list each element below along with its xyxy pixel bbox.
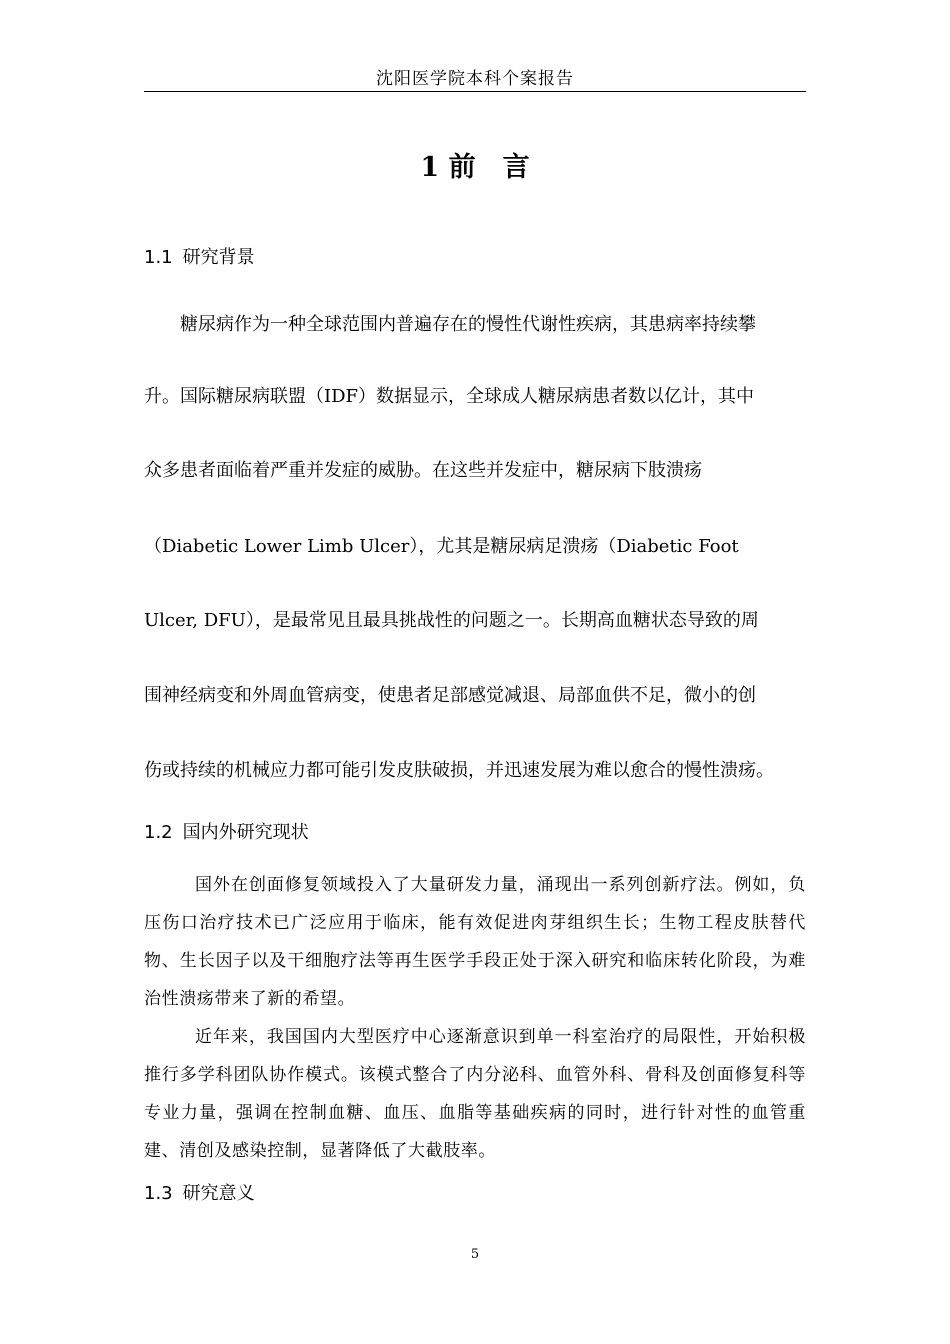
page-header: 沈阳医学院本科个案报告 <box>144 67 806 92</box>
background-line-5: Ulcer, DFU），是最常见且最具挑战性的问题之一。长期高血糖状态导致的周 <box>144 610 759 631</box>
section-heading-1-1 <box>144 245 255 271</box>
section-heading-1-2 <box>144 820 309 846</box>
background-line-1: 糖尿病作为一种全球范围内普遍存在的慢性代谢性疾病，其患病率持续攀 <box>144 314 756 335</box>
chapter-title: 1 前 言 <box>420 152 530 183</box>
background-line-7: 伤或持续的机械应力都可能引发皮肤破损，并迅速发展为难以愈合的慢性溃疡。 <box>144 760 774 781</box>
page-number: 5 <box>470 1247 480 1262</box>
background-line-3: 众多患者面临着严重并发症的威胁。在这些并发症中，糖尿病下肢溃疡 <box>144 460 702 481</box>
background-line-4: （Diabetic Lower Limb Ulcer），尤其是糖尿病足溃疡（Diabetic Foot <box>144 536 739 557</box>
section-number: 1.2 <box>144 822 173 843</box>
section-title: 研究背景 <box>182 247 255 268</box>
section-title: 研究意义 <box>182 1183 255 1204</box>
background-line-6: 围神经病变和外周血管病变，使患者足部感觉减退、局部血供不足，微小的创 <box>144 685 756 706</box>
background-line-2: 升。国际糖尿病联盟（IDF）数据显示，全球成人糖尿病患者数以亿计，其中 <box>144 386 755 407</box>
section-title: 国内外研究现状 <box>182 822 309 843</box>
section-number: 1.1 <box>144 247 173 268</box>
research-status-paragraph-1: 国外在创面修复领域投入了大量研发力量，涌现出一系列创新疗法。例如，负压伤口治疗技术已广泛应用于临床，能有效促进肉芽组织生长；生物工程皮肤替代物、生长因子以及干细胞疗法等再生医学手段正处于深入研究和临床转化阶段，为难治性溃疡带来了新的希望。 <box>144 875 806 1009</box>
research-status-paragraph-2: 近年来，我国国内大型医疗中心逐渐意识到单一科室治疗的局限性，开始积极推行多学科团队协作模式。该模式整合了内分泌科、血管外科、骨科及创面修复科等专业力量，强调在控制血糖、血压、血脂等基础疾病的同时，进行针对性的血管重建、清创及感染控制，显著降低了大截肢率。 <box>144 1027 806 1161</box>
section-heading-1-3 <box>144 1181 255 1207</box>
section-number: 1.3 <box>144 1183 173 1204</box>
